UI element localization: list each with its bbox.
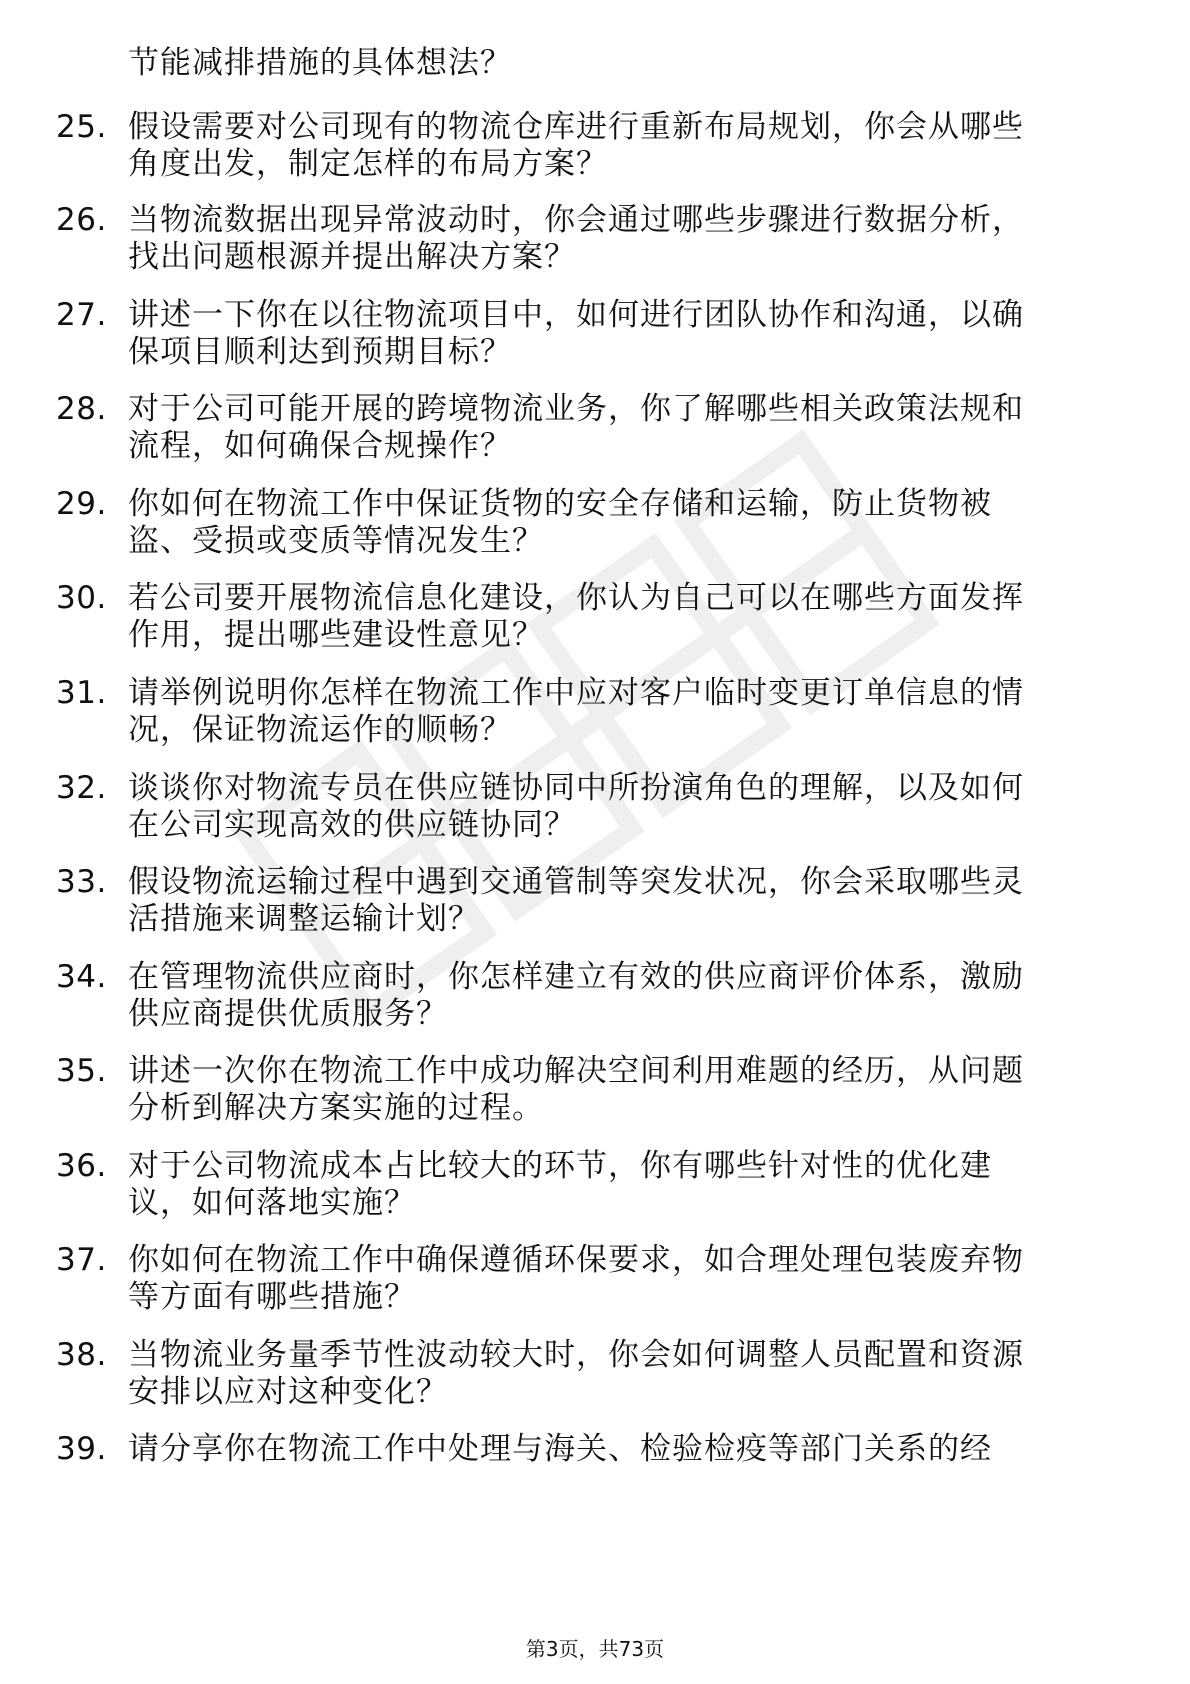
question-text-line: 假设物流运输过程中遇到交通管制等突发状况，你会采取哪些灵 bbox=[128, 864, 1024, 900]
question-text-line: 流程，如何确保合规操作？ bbox=[128, 428, 512, 464]
question-text-line: 作用，提出哪些建设性意见？ bbox=[128, 617, 544, 653]
question-text-line: 对于公司可能开展的跨境物流业务，你了解哪些相关政策法规和 bbox=[128, 391, 1024, 427]
question-number: 27. bbox=[56, 297, 107, 333]
question-text-line: 角度出发，制定怎样的布局方案？ bbox=[128, 146, 608, 182]
question-text-line: 请举例说明你怎样在物流工作中应对客户临时变更订单信息的情 bbox=[128, 675, 1024, 711]
question-text-line: 在公司实现高效的供应链协同？ bbox=[128, 807, 576, 843]
question-number: 32. bbox=[56, 770, 107, 806]
question-number: 38. bbox=[56, 1337, 107, 1373]
question-number: 30. bbox=[56, 580, 107, 616]
question-text-line: 讲述一次你在物流工作中成功解决空间利用难题的经历，从问题 bbox=[128, 1053, 1024, 1089]
question-text-line: 活措施来调整运输计划？ bbox=[128, 901, 480, 937]
question-text-line: 当物流数据出现异常波动时，你会通过哪些步骤进行数据分析， bbox=[128, 202, 1024, 238]
question-text-line: 假设需要对公司现有的物流仓库进行重新布局规划，你会从哪些 bbox=[128, 109, 1024, 145]
question-text-line: 当物流业务量季节性波动较大时，你会如何调整人员配置和资源 bbox=[128, 1337, 1024, 1373]
question-number: 26. bbox=[56, 202, 107, 238]
question-text-line: 谈谈你对物流专员在供应链协同中所扮演角色的理解，以及如何 bbox=[128, 770, 1024, 806]
question-number: 36. bbox=[56, 1148, 107, 1184]
question-number: 29. bbox=[56, 486, 107, 522]
question-text-line: 分析到解决方案实施的过程。 bbox=[128, 1090, 544, 1126]
question-number: 33. bbox=[56, 864, 107, 900]
question-text-line: 保项目顺利达到预期目标？ bbox=[128, 334, 512, 370]
page-footer: 第3页，共73页 bbox=[525, 1637, 665, 1661]
question-text-line: 你如何在物流工作中确保遵循环保要求，如合理处理包装废弃物 bbox=[128, 1242, 1024, 1278]
question-text-line: 盗、受损或变质等情况发生？ bbox=[128, 523, 544, 559]
question-text-line: 若公司要开展物流信息化建设，你认为自己可以在哪些方面发挥 bbox=[128, 580, 1024, 616]
question-text-line: 找出问题根源并提出解决方案？ bbox=[128, 239, 576, 275]
question-number: 28. bbox=[56, 391, 107, 427]
question-text-line: 议，如何落地实施？ bbox=[128, 1185, 416, 1221]
question-text-line: 请分享你在物流工作中处理与海关、检验检疫等部门关系的经 bbox=[128, 1431, 992, 1467]
question-text-line: 节能减排措施的具体想法？ bbox=[128, 45, 512, 81]
question-text-line: 讲述一下你在以往物流项目中，如何进行团队协作和沟通，以确 bbox=[128, 297, 1024, 333]
question-text-line: 在管理物流供应商时，你怎样建立有效的供应商评价体系，激励 bbox=[128, 959, 1024, 995]
question-number: 39. bbox=[56, 1431, 107, 1467]
question-number: 34. bbox=[56, 959, 107, 995]
question-text-line: 等方面有哪些措施？ bbox=[128, 1279, 416, 1315]
question-text-line: 安排以应对这种变化？ bbox=[128, 1374, 448, 1410]
question-text-line: 况，保证物流运作的顺畅？ bbox=[128, 712, 512, 748]
question-number: 37. bbox=[56, 1242, 107, 1278]
question-text-line: 你如何在物流工作中保证货物的安全存储和运输，防止货物被 bbox=[128, 486, 992, 522]
question-text-line: 供应商提供优质服务？ bbox=[128, 996, 448, 1032]
question-text-line: 对于公司物流成本占比较大的环节，你有哪些针对性的优化建 bbox=[128, 1148, 992, 1184]
question-number: 25. bbox=[56, 109, 107, 145]
question-number: 35. bbox=[56, 1053, 107, 1089]
question-number: 31. bbox=[56, 675, 107, 711]
